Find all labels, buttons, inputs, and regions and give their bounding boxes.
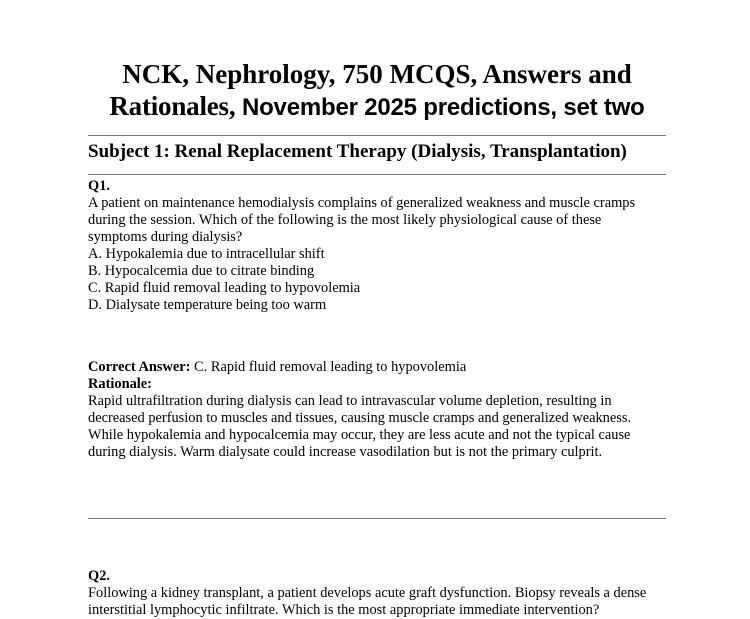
answer-option-b: B. Hypocalcemia due to citrate binding <box>88 263 315 279</box>
document-title <box>88 58 666 124</box>
question-stem-line: Following a kidney transplant, a patient develops acute graft dysfunction. Biopsy reveals a dense <box>88 585 647 601</box>
question-1 <box>88 178 666 314</box>
question-2 <box>88 568 666 619</box>
answer-option-a: A. Hypokalemia due to intracellular shift <box>88 246 325 262</box>
rationale-line: Rapid ultrafiltration during dialysis can lead to intravascular volume depletion, resulting in <box>88 393 612 409</box>
answer-option-c: C. Rapid fluid removal leading to hypovolemia <box>88 280 361 296</box>
subject-heading: Subject 1: Renal Replacement Therapy (Dialysis, Transplantation) <box>88 141 627 162</box>
question-stem-line: A patient on maintenance hemodialysis complains of generalized weakness and muscle cramps <box>88 195 636 211</box>
question-number: Q1. <box>88 178 110 194</box>
title-line-2-serif: Rationales, <box>109 91 236 121</box>
question-stem-line: interstitial lymphocytic infiltrate. Which is the most appropriate immediate intervention? <box>88 602 600 618</box>
question-number: Q2. <box>88 568 110 584</box>
correct-answer-value: C. Rapid fluid removal leading to hypovolemia <box>194 359 467 375</box>
correct-answer-label: Correct Answer: <box>88 359 191 375</box>
question-1-answer <box>88 359 666 461</box>
title-line-2 <box>88 90 666 124</box>
divider-question <box>88 518 666 519</box>
rationale-line: decreased perfusion to muscles and tissues, causing muscle cramps and generalized weakness. <box>88 410 632 426</box>
correct-answer <box>88 359 666 376</box>
title-line-1: NCK, Nephrology, 750 MCQS, Answers and <box>122 59 632 89</box>
divider-subject <box>88 174 666 175</box>
title-line-2-sans: November 2025 predictions, set two <box>241 94 645 121</box>
rationale-line: While hypokalemia and hypocalcemia may occur, they are less acute and not the typical cause <box>88 427 631 443</box>
divider-top <box>88 135 666 136</box>
rationale-label: Rationale: <box>88 376 152 392</box>
answer-option-d: D. Dialysate temperature being too warm <box>88 297 327 313</box>
question-stem-line: during the session. Which of the following is the most likely physiological cause of these <box>88 212 602 228</box>
rationale-line: during dialysis. Warm dialysate could increase vasodilation but is not the primary culprit. <box>88 444 603 460</box>
question-stem-line: symptoms during dialysis? <box>88 229 243 245</box>
